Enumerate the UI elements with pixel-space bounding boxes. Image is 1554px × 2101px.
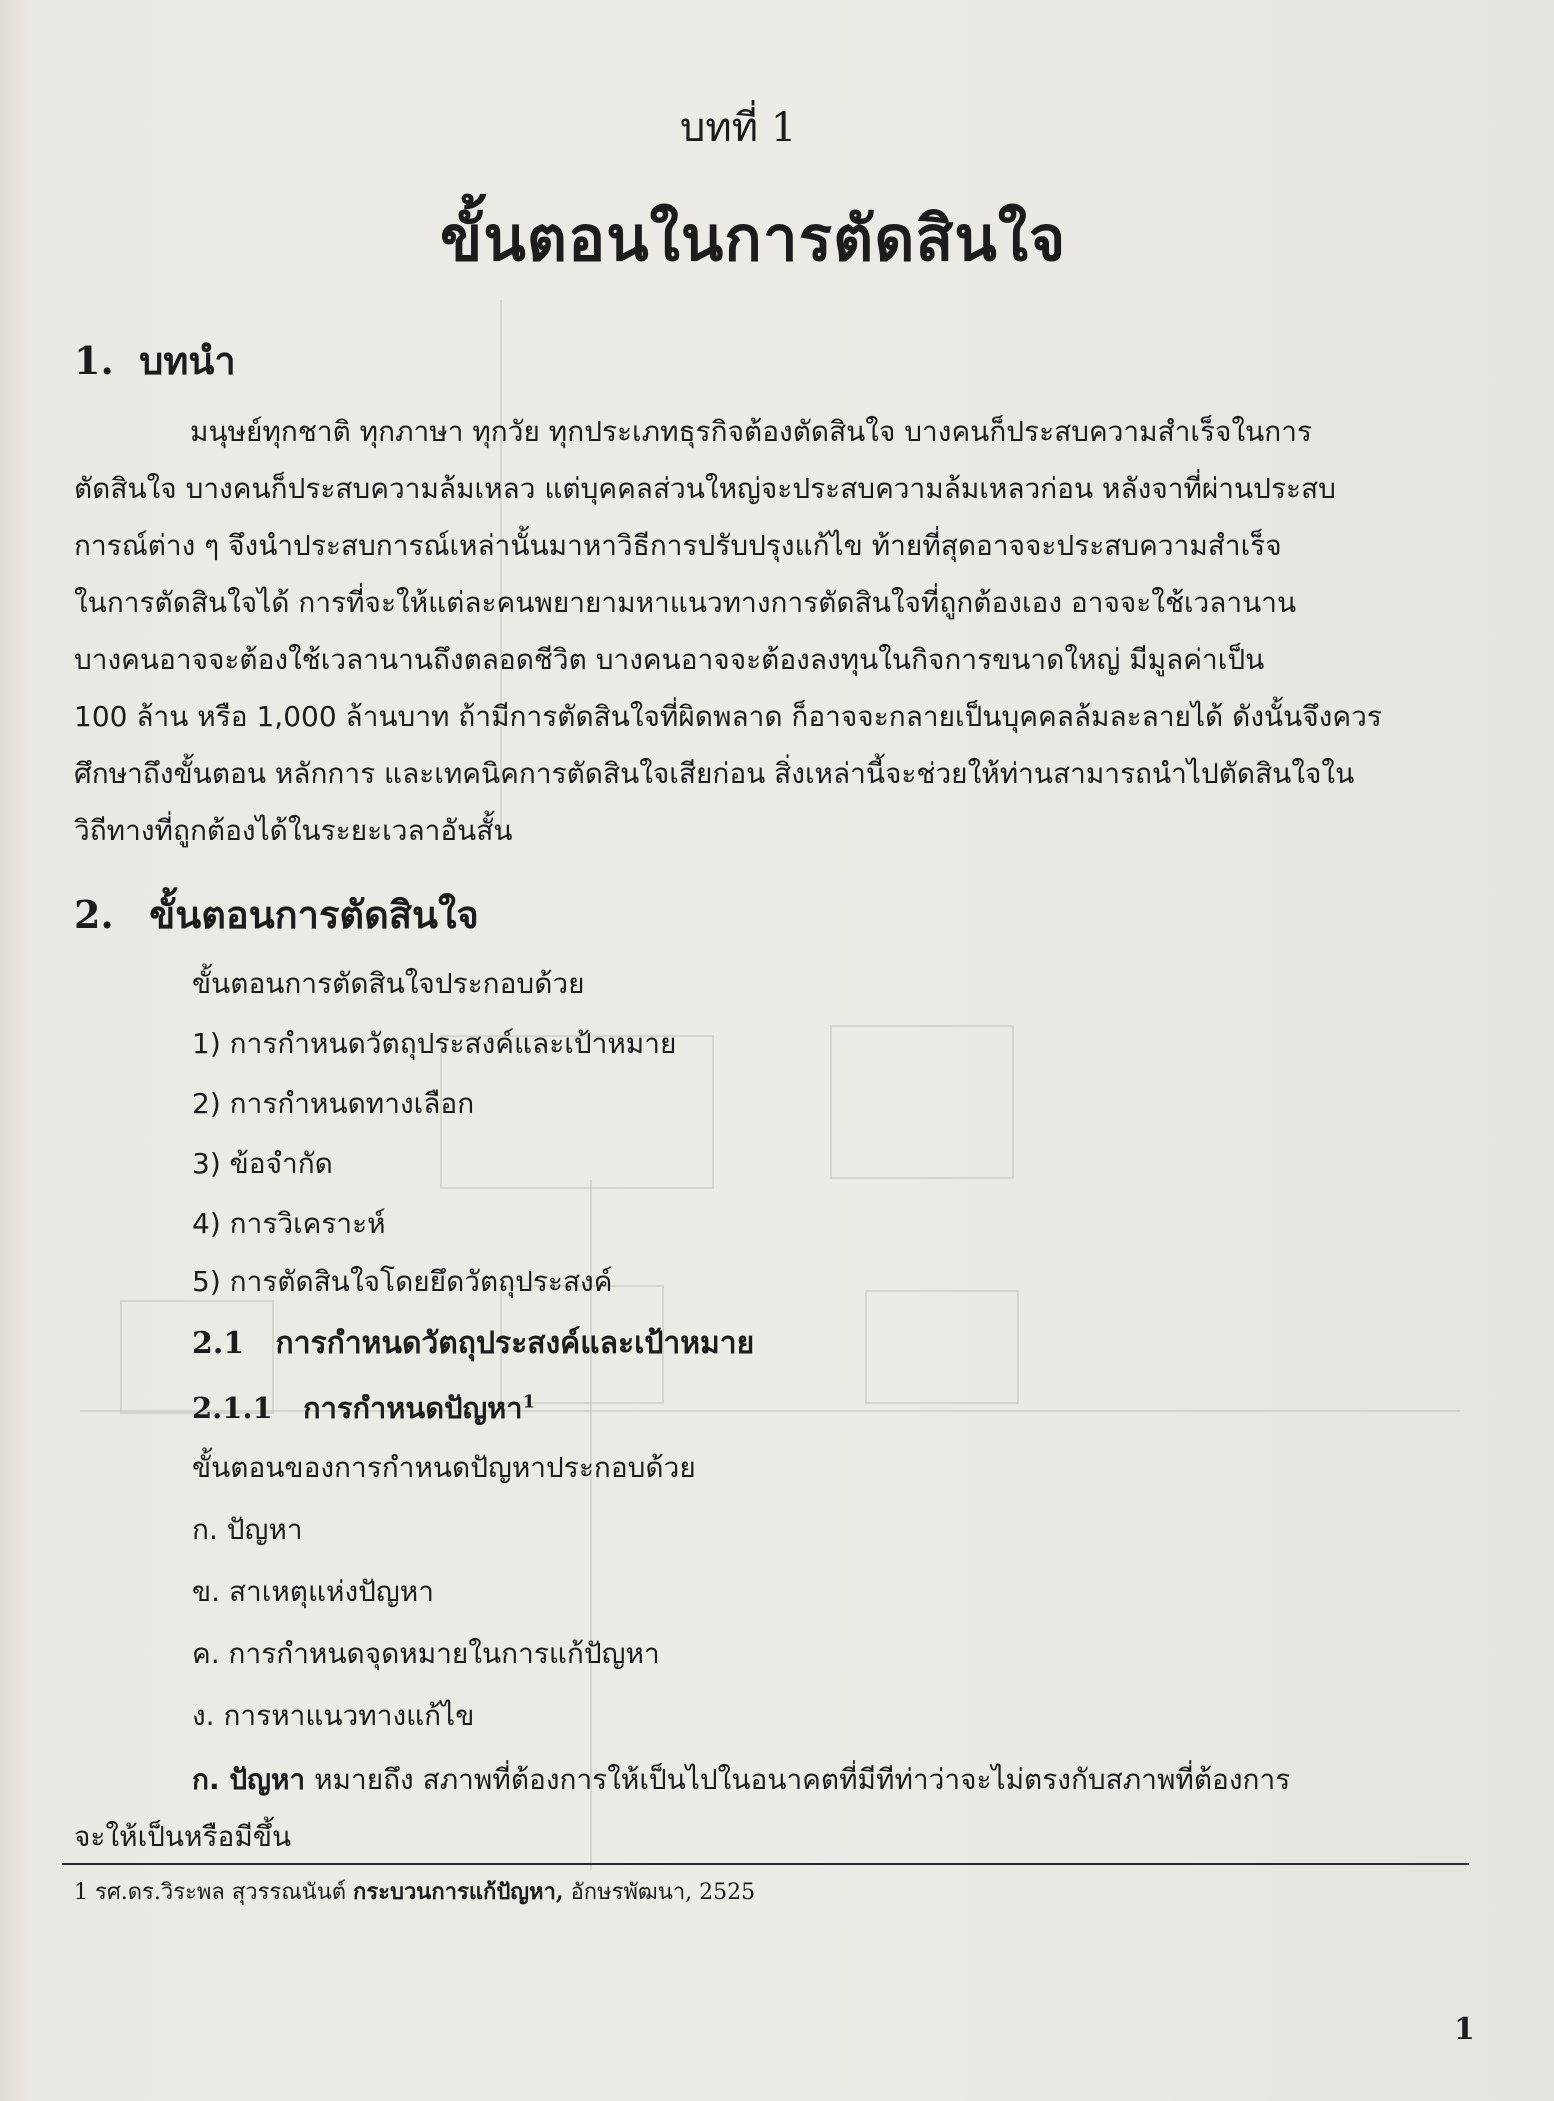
subsection-number: 2.1 [192,1326,245,1361]
problem-step-item: ง. การหาแนวทางแก้ไข [192,1699,475,1732]
bleed-through-box [830,1025,1014,1179]
problem-steps-intro: ขั้นตอนของการกำหนดปัญหาประกอบด้วย [192,1451,696,1484]
chapter-title: ขั้นตอนในการตัดสินใจ [440,202,1067,275]
section-1-heading [74,330,236,391]
bleed-through-box [865,1290,1019,1404]
step-item: 5) การตัดสินใจโดยยึดวัตถุประสงค์ [192,1265,613,1298]
paragraph-line: การณ์ต่าง ๆ จึงนำประสบการณ์เหล่านั้นมาหาวิธีการปรับปรุงแก้ไข ท้ายที่สุดอาจจะประสบความสำเร็จ [74,529,1282,562]
problem-step-item: ก. ปัญหา [192,1513,303,1546]
section-title: ขั้นตอนการตัดสินใจ [149,892,479,937]
section-2-heading [74,884,479,945]
paragraph-line: บางคนอาจจะต้องใช้เวลานานถึงตลอดชีวิต บางคนอาจจะต้องลงทุนในกิจการขนาดใหญ่ มีมูลค่าเป็น [74,643,1265,676]
footnote-author: รศ.ดร.วิระพล สุวรรณนันต์ [95,1880,347,1905]
step-item: 3) ข้อจำกัด [192,1147,333,1180]
subsection-2-1-heading [192,1320,754,1367]
paragraph-line: ในการตัดสินใจได้ การที่จะให้แต่ละคนพยายามหาแนวทางการตัดสินใจที่ถูกต้องเอง อาจจะใช้เวลานาน [74,586,1297,619]
section-title: บทนำ [139,338,236,383]
subsection-number: 2.1.1 [192,1391,273,1425]
definition-continuation: จะให้เป็นหรือมีขึ้น [74,1820,292,1853]
subsection-title: การกำหนดวัตถุประสงค์และเป้าหมาย [275,1326,755,1361]
definition-term: ก. ปัญหา [192,1763,306,1796]
footnote-publisher: อักษรพัฒนา, 2525 [570,1880,756,1905]
footnote-divider [62,1863,1469,1865]
paragraph-line: มนุษย์ทุกชาติ ทุกภาษา ทุกวัย ทุกประเภทธุรกิจต้องตัดสินใจ บางคนก็ประสบความสำเร็จในการ [190,415,1312,448]
paragraph-line: ตัดสินใจ บางคนก็ประสบความล้มเหลว แต่บุคคลส่วนใหญ่จะประสบความล้มเหลวก่อน หลังจาที่ผ่านประสบ [74,472,1336,505]
paragraph-line: วิถีทางที่ถูกต้องได้ในระยะเวลาอันสั้น [74,814,513,847]
problem-step-item: ค. การกำหนดจุดหมายในการแก้ปัญหา [192,1637,660,1670]
paragraph-line: ศึกษาถึงขั้นตอน หลักการ และเทคนิคการตัดสินใจเสียก่อน สิ่งเหล่านี้จะช่วยให้ท่านสามารถนำไปตัดสินใจใน [74,757,1355,790]
definition-line [192,1758,1290,1802]
footnote-title: กระบวนการแก้ปัญหา, [353,1879,564,1905]
subsection-2-1-1-heading [192,1385,535,1431]
section-number: 1. [74,338,114,383]
step-item: 2) การกำหนดทางเลือก [192,1087,475,1120]
footnote-number: 1 [74,1880,88,1905]
problem-step-item: ข. สาเหตุแห่งปัญหา [192,1575,434,1608]
section-number: 2. [74,892,114,937]
chapter-label: บทที่ 1 [680,105,797,151]
subsection-title: การกำหนดปัญหา [303,1391,523,1425]
paragraph-line: 100 ล้าน หรือ 1,000 ล้านบาท ถ้ามีการตัดสินใจที่ผิดพลาด ก็อาจจะกลายเป็นบุคคลล้มละลายได้ ดังนั้นจึงควร [74,700,1382,733]
footnote-marker[interactable]: 1 [522,1391,536,1413]
step-item: 4) การวิเคราะห์ [192,1207,386,1240]
definition-text: หมายถึง สภาพที่ต้องการให้เป็นไปในอนาคตที่มีทีท่าว่าจะไม่ตรงกับสภาพที่ต้องการ [314,1763,1291,1796]
page-number: 1 [1454,2012,1475,2047]
steps-intro: ขั้นตอนการตัดสินใจประกอบด้วย [192,967,585,1000]
footnote [74,1874,755,1909]
step-item: 1) การกำหนดวัตถุประสงค์และเป้าหมาย [192,1027,677,1060]
